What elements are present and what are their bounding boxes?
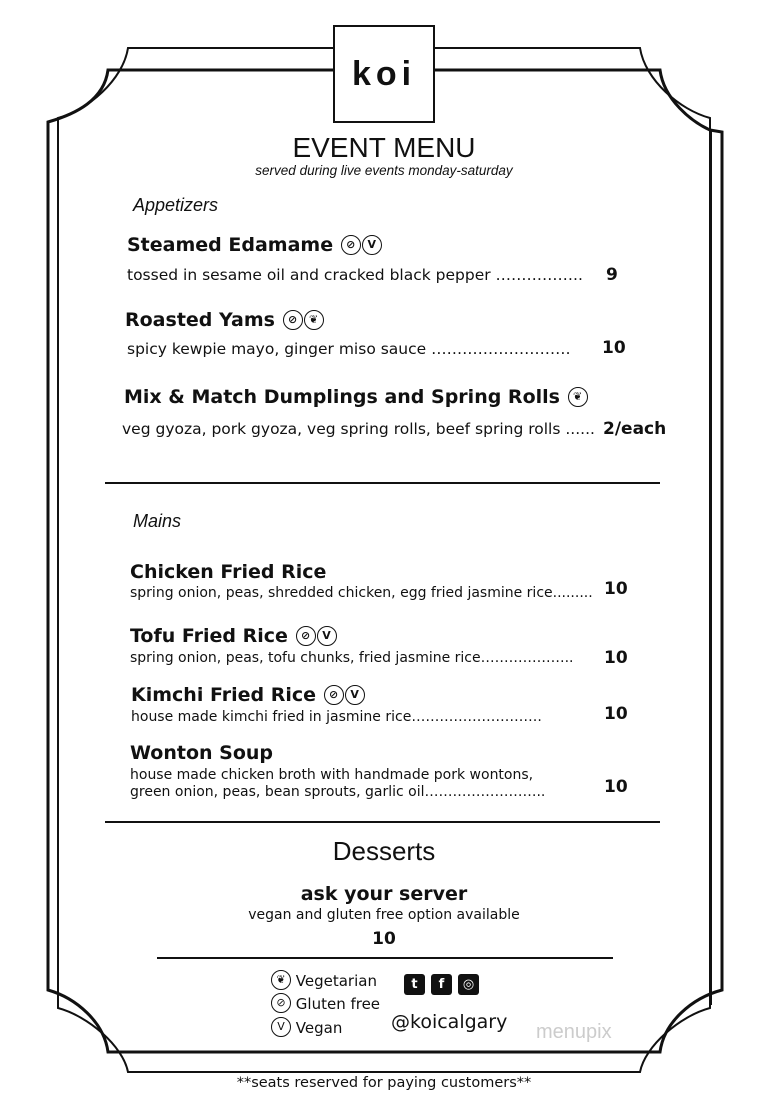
gluten-free-icon: ⊘ — [296, 626, 316, 646]
divider — [105, 821, 660, 823]
section-heading-desserts: Desserts — [332, 836, 436, 866]
footer-note: **seats reserved for paying customers** — [236, 1075, 532, 1091]
dot-leader: ...... — [565, 420, 595, 438]
item-price: 10 — [604, 777, 628, 797]
gluten-free-icon: ⊘ — [271, 993, 291, 1013]
item-desc: spicy kewpie mayo, ginger miso sauce — [127, 340, 427, 358]
item-name: Roasted Yams — [125, 309, 275, 331]
vegetarian-icon: ❦ — [271, 970, 291, 990]
menu-item-name — [131, 684, 365, 706]
item-price-value: 2/each — [603, 419, 667, 439]
item-desc: tossed in sesame oil and cracked black pepper — [127, 266, 491, 284]
twitter-icon[interactable]: t — [404, 974, 425, 995]
gluten-free-icon: ⊘ — [341, 235, 361, 255]
item-price: 10 — [604, 579, 628, 599]
menu-item-name — [124, 386, 588, 408]
page-title: EVENT MENU — [292, 132, 476, 163]
legend-gluten-free — [270, 993, 380, 1013]
item-desc: house made kimchi fried in jasmine rice — [131, 709, 412, 725]
vegan-icon: V — [345, 685, 365, 705]
item-desc-line — [130, 784, 545, 801]
item-name: Tofu Fried Rice — [130, 625, 288, 647]
vegetarian-icon: ❦ — [568, 387, 588, 407]
gluten-free-icon: ⊘ — [324, 685, 344, 705]
logo-text: koi — [351, 54, 417, 93]
dot-leader: ......... — [552, 585, 593, 601]
gluten-free-icon: ⊘ — [283, 310, 303, 330]
vegan-icon: V — [317, 626, 337, 646]
menu-item-description — [131, 709, 542, 726]
section-heading-mains: Mains — [133, 511, 182, 531]
item-price: 10 — [604, 704, 628, 724]
dot-leader: ………………………. — [411, 709, 542, 725]
vegan-icon: V — [271, 1017, 291, 1037]
divider — [105, 482, 660, 484]
item-price — [603, 419, 666, 439]
item-name: Kimchi Fried Rice — [131, 684, 316, 706]
facebook-icon[interactable]: f — [431, 974, 452, 995]
item-name: Mix & Match Dumplings and Spring Rolls — [124, 386, 560, 408]
watermark: menupix — [536, 1021, 612, 1043]
item-price: 10 — [604, 648, 628, 668]
menu-item-description — [127, 266, 583, 284]
legend-label: Vegan — [295, 1019, 343, 1037]
legend-label: Gluten free — [295, 995, 381, 1013]
menu-item-name — [130, 625, 337, 647]
section-heading-appetizers: Appetizers — [133, 195, 219, 215]
item-desc: green onion, peas, bean sprouts, garlic oil — [130, 784, 425, 800]
page-subtitle: served during live events monday-saturday — [255, 163, 513, 178]
vegetarian-icon: ❦ — [304, 310, 324, 330]
menu-item-name: Wonton Soup — [130, 742, 274, 764]
item-desc-line: house made chicken broth with handmade pork wontons, — [130, 767, 534, 783]
dot-leader: ……………………… — [431, 340, 571, 358]
menu-item-description — [130, 767, 545, 801]
koi-logo — [333, 25, 435, 123]
divider — [157, 957, 613, 959]
dessert-note: vegan and gluten free option available — [248, 907, 520, 923]
social-icons — [404, 973, 485, 995]
menu-item-description — [127, 340, 571, 358]
vegan-icon: V — [362, 235, 382, 255]
menu-item-description — [130, 650, 574, 667]
menu-item-name — [127, 234, 382, 256]
social-handle[interactable]: @koicalgary — [391, 1011, 508, 1033]
legend-vegan — [270, 1017, 342, 1037]
menu-item-name: Chicken Fried Rice — [130, 561, 327, 583]
item-desc: spring onion, peas, tofu chunks, fried jasmine rice — [130, 650, 481, 666]
dessert-price: 10 — [372, 929, 396, 949]
menu-item-description — [130, 585, 593, 602]
legend-label: Vegetarian — [295, 972, 377, 990]
item-price: 9 — [606, 265, 618, 285]
dot-leader: ……………….. — [480, 650, 574, 666]
item-price: 10 — [602, 338, 626, 358]
dessert-item: ask your server — [300, 883, 468, 905]
menu-item-description — [122, 420, 595, 438]
item-desc: veg gyoza, pork gyoza, veg spring rolls, beef spring rolls — [122, 420, 561, 438]
menu-item-name — [125, 309, 324, 331]
item-name: Steamed Edamame — [127, 234, 334, 256]
instagram-icon[interactable]: ◎ — [458, 974, 479, 995]
legend-vegetarian — [270, 970, 377, 990]
dot-leader: …………….. — [495, 266, 583, 284]
dot-leader: …………………….. — [424, 784, 546, 800]
item-desc: spring onion, peas, shredded chicken, egg fried jasmine rice — [130, 585, 553, 601]
